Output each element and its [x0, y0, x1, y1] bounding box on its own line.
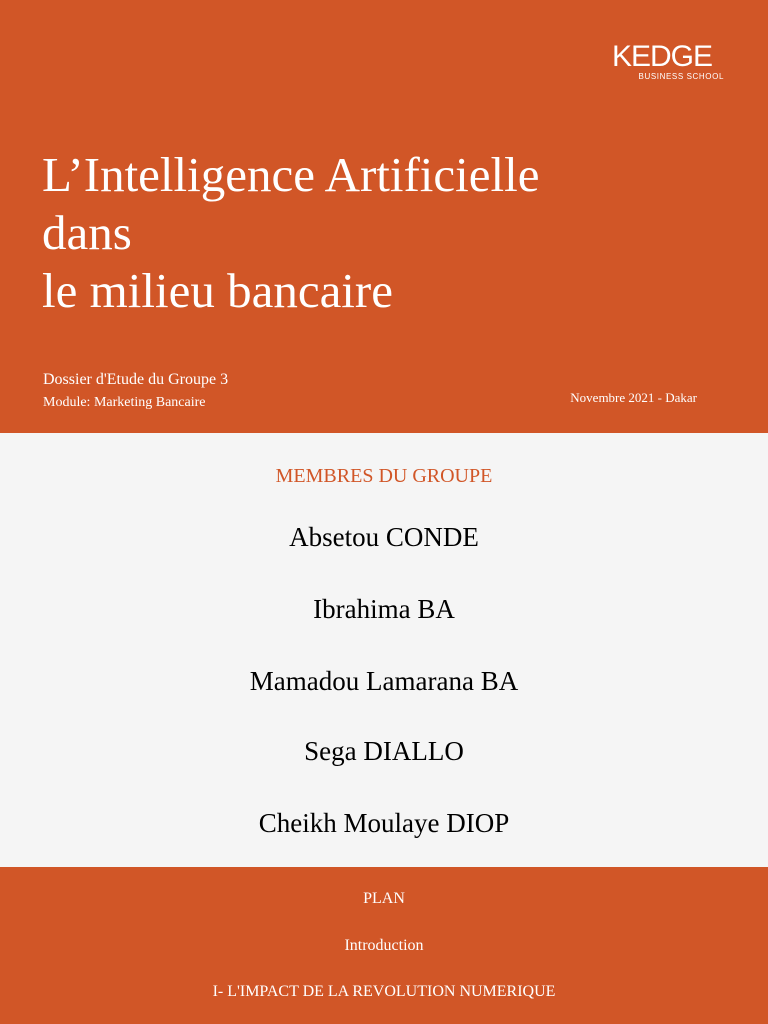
title-line-2: dans	[42, 205, 132, 260]
logo-wordmark: KEDGE	[612, 40, 713, 73]
plan-item: I- L'IMPACT DE LA REVOLUTION NUMERIQUE	[212, 983, 556, 1000]
module-label: Module: Marketing Bancaire	[43, 395, 206, 410]
members-section	[0, 433, 768, 867]
member-name: Cheikh Moulaye DIOP	[258, 808, 510, 838]
plan-item: Introduction	[344, 937, 424, 954]
plan-heading: PLAN	[363, 890, 405, 907]
document-subtitle: Dossier d'Etude du Groupe 3	[43, 371, 229, 388]
members-heading: MEMBRES DU GROUPE	[275, 465, 493, 487]
kedge-logo	[612, 40, 724, 84]
title-line-1: L’Intelligence Artificielle	[42, 147, 540, 202]
document-date: Novembre 2021 - Dakar	[570, 390, 697, 405]
document-title	[42, 146, 722, 320]
member-name: Mamadou Lamarana BA	[249, 666, 519, 696]
member-name: Absetou CONDE	[289, 522, 479, 552]
cover-section	[0, 0, 768, 433]
member-name: Sega DIALLO	[304, 736, 464, 766]
member-name: Ibrahima BA	[313, 594, 455, 624]
plan-section	[0, 867, 768, 1024]
logo-subtitle: BUSINESS SCHOOL	[638, 72, 724, 81]
title-line-3: le milieu bancaire	[42, 263, 393, 318]
